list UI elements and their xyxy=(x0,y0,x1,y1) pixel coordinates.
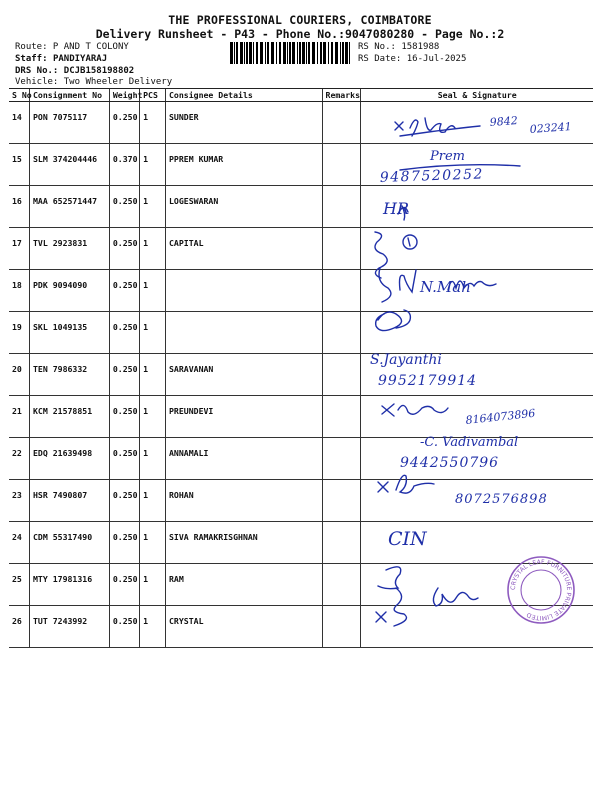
barcode-bar xyxy=(246,42,248,64)
table-row xyxy=(9,228,593,270)
cell-remarks xyxy=(322,606,361,648)
barcode-bar xyxy=(271,42,274,64)
cell-sno: 16 xyxy=(9,186,30,228)
cell-sno: 23 xyxy=(9,480,30,522)
barcode-bar xyxy=(342,42,344,64)
cell-consignment: TVL 2923831 xyxy=(30,228,110,270)
company-title: THE PROFESSIONAL COURIERS, COIMBATORE xyxy=(168,13,432,27)
hw-r14-phone2: 023241 xyxy=(529,120,573,136)
table-row xyxy=(9,354,593,396)
cell-pcs: 1 xyxy=(140,312,166,354)
cell-weight: 0.250 xyxy=(109,522,139,564)
barcode-bar xyxy=(236,42,238,64)
cell-consignee: LOGESWARAN xyxy=(166,186,323,228)
cell-pcs: 1 xyxy=(140,396,166,438)
barcode-bar xyxy=(249,42,252,64)
staff-label: Staff: xyxy=(15,54,48,64)
hw-r24: CIN xyxy=(388,528,427,550)
cell-pcs: 1 xyxy=(140,522,166,564)
cell-consignee: CAPITAL xyxy=(166,228,323,270)
cell-consignment: EDQ 21639498 xyxy=(30,438,110,480)
rs-date: RS Date: 16-Jul-2025 xyxy=(358,54,467,64)
barcode-bar xyxy=(244,42,245,64)
cell-consignment: HSR 7490807 xyxy=(30,480,110,522)
cell-weight: 0.370 xyxy=(109,144,139,186)
cell-consignment: SLM 374204446 xyxy=(30,144,110,186)
hw-r20-name: S.Jayanthi xyxy=(370,352,442,368)
cell-pcs: 1 xyxy=(140,102,166,144)
cell-weight: 0.250 xyxy=(109,438,139,480)
cell-remarks xyxy=(322,144,361,186)
table-row xyxy=(9,312,593,354)
cell-sno: 14 xyxy=(9,102,30,144)
cell-sno: 19 xyxy=(9,312,30,354)
cell-signature xyxy=(361,438,593,480)
company-seal xyxy=(506,555,576,625)
cell-consignment: KCM 21578851 xyxy=(30,396,110,438)
hw-r16: HR xyxy=(383,199,409,218)
cell-consignee: SARAVANAN xyxy=(166,354,323,396)
hw-r20-phone: 9952179914 xyxy=(378,373,478,389)
table-row xyxy=(9,270,593,312)
table-row xyxy=(9,396,593,438)
cell-signature xyxy=(361,270,593,312)
cell-remarks xyxy=(322,522,361,564)
vehicle-line: Vehicle: Two Wheeler Delivery xyxy=(15,77,173,87)
barcode-bar xyxy=(306,42,307,64)
cell-sno: 20 xyxy=(9,354,30,396)
barcode-bar xyxy=(265,42,266,64)
barcode-bar xyxy=(289,42,291,64)
cell-signature xyxy=(361,396,593,438)
cell-pcs: 1 xyxy=(140,228,166,270)
cell-consignment: TUT 7243992 xyxy=(30,606,110,648)
barcode-bar xyxy=(292,42,295,64)
drs-value: DCJB158198802 xyxy=(63,66,135,76)
cell-sno: 21 xyxy=(9,396,30,438)
barcode-bar xyxy=(335,42,338,64)
table-header-row xyxy=(9,89,593,102)
cell-signature xyxy=(361,102,593,144)
cell-consignee: SIVA RAMAKRISGHNAN xyxy=(166,522,323,564)
col-signature: Seal & Signature xyxy=(361,89,593,102)
staff-line xyxy=(15,54,107,64)
drs-label: DRS No.: xyxy=(15,66,59,76)
cell-remarks xyxy=(322,354,361,396)
staff-value: PANDIYARAJ xyxy=(52,54,108,64)
barcode-bar xyxy=(234,42,235,64)
col-sno: S No xyxy=(9,89,30,102)
cell-remarks xyxy=(322,228,361,270)
barcode-bar xyxy=(317,42,318,64)
cell-consignee: PPREM KUMAR xyxy=(166,144,323,186)
table-row xyxy=(9,102,593,144)
cell-signature xyxy=(361,228,593,270)
barcode-bar xyxy=(340,42,341,64)
hw-r14-phone: 9842 xyxy=(489,114,519,129)
hw-r18: N.Mah xyxy=(420,278,471,296)
cell-remarks xyxy=(322,564,361,606)
route-line: Route: P AND T COLONY xyxy=(15,42,129,52)
barcode-bar xyxy=(276,42,277,64)
barcode-bar xyxy=(240,42,243,64)
hw-r23-phone: 8072576898 xyxy=(455,492,548,507)
table-row xyxy=(9,480,593,522)
barcode-bar xyxy=(302,42,305,64)
barcode-bar xyxy=(253,42,254,64)
barcode-bar xyxy=(308,42,310,64)
cell-remarks xyxy=(322,102,361,144)
cell-consignment: CDM 55317490 xyxy=(30,522,110,564)
hw-r15-name: Prem xyxy=(430,149,465,164)
cell-consignee: PREUNDEVI xyxy=(166,396,323,438)
cell-consignee xyxy=(166,270,323,312)
cell-consignment: MTY 17981316 xyxy=(30,564,110,606)
cell-remarks xyxy=(322,312,361,354)
cell-consignee: ANNAMALI xyxy=(166,438,323,480)
cell-weight: 0.250 xyxy=(109,312,139,354)
cell-sno: 25 xyxy=(9,564,30,606)
cell-sno: 17 xyxy=(9,228,30,270)
barcode-bar xyxy=(323,42,326,64)
seal-text: CRYSTAL LEAF FURNITURE PRIVATE LIMITED xyxy=(509,558,573,622)
cell-weight: 0.250 xyxy=(109,102,139,144)
cell-pcs: 1 xyxy=(140,438,166,480)
table-row xyxy=(9,144,593,186)
barcode-bar xyxy=(260,42,263,64)
col-consignee: Consignee Details xyxy=(166,89,323,102)
drs-line xyxy=(15,66,134,76)
cell-weight: 0.250 xyxy=(109,564,139,606)
cell-weight: 0.250 xyxy=(109,396,139,438)
seal-inner-ring xyxy=(521,570,561,610)
cell-consignee: SUNDER xyxy=(166,102,323,144)
barcode-bar xyxy=(279,42,281,64)
cell-signature xyxy=(361,186,593,228)
barcode-bar xyxy=(287,42,288,64)
cell-consignee: ROHAN xyxy=(166,480,323,522)
cell-pcs: 1 xyxy=(140,186,166,228)
cell-consignment: SKL 1049135 xyxy=(30,312,110,354)
barcode-bar xyxy=(320,42,322,64)
cell-consignment: MAA 652571447 xyxy=(30,186,110,228)
barcode-bar xyxy=(349,42,350,64)
cell-signature xyxy=(361,312,593,354)
cell-remarks xyxy=(322,438,361,480)
cell-weight: 0.250 xyxy=(109,186,139,228)
cell-signature xyxy=(361,354,593,396)
cell-pcs: 1 xyxy=(140,354,166,396)
cell-remarks xyxy=(322,270,361,312)
cell-weight: 0.250 xyxy=(109,606,139,648)
barcode-bar xyxy=(331,42,333,64)
cell-remarks xyxy=(322,186,361,228)
cell-consignee: RAM xyxy=(166,564,323,606)
barcode-bar xyxy=(312,42,315,64)
cell-consignment: PDK 9094090 xyxy=(30,270,110,312)
cell-signature xyxy=(361,144,593,186)
hw-r15-phone: 9487520252 xyxy=(379,166,485,186)
cell-pcs: 1 xyxy=(140,144,166,186)
runsheet-subtitle: Delivery Runsheet - P43 - Phone No.:9047080280 - Page No.:2 xyxy=(95,27,505,41)
hw-r21-phone: 8164073896 xyxy=(464,406,536,427)
cell-pcs: 1 xyxy=(140,270,166,312)
cell-sno: 24 xyxy=(9,522,30,564)
barcode xyxy=(230,42,352,64)
cell-pcs: 1 xyxy=(140,480,166,522)
cell-pcs: 1 xyxy=(140,564,166,606)
col-remarks: Remarks xyxy=(322,89,361,102)
col-weight: Weight xyxy=(109,89,139,102)
barcode-bar xyxy=(283,42,286,64)
cell-sno: 15 xyxy=(9,144,30,186)
cell-consignee xyxy=(166,312,323,354)
cell-sno: 26 xyxy=(9,606,30,648)
cell-consignee: CRYSTAL xyxy=(166,606,323,648)
cell-signature xyxy=(361,480,593,522)
barcode-bar xyxy=(267,42,269,64)
rs-number: RS No.: 1581988 xyxy=(358,42,440,52)
barcode-bar xyxy=(256,42,258,64)
barcode-bar xyxy=(299,42,301,64)
col-pcs: PCS xyxy=(140,89,166,102)
hw-r22-phone: 9442550796 xyxy=(400,455,500,471)
seal-outer-ring xyxy=(508,557,574,623)
barcode-bar xyxy=(297,42,298,64)
cell-sno: 22 xyxy=(9,438,30,480)
col-consignment: Consignment No xyxy=(30,89,110,102)
cell-remarks xyxy=(322,480,361,522)
table-row xyxy=(9,438,593,480)
cell-weight: 0.250 xyxy=(109,354,139,396)
barcode-bar xyxy=(345,42,348,64)
table-row xyxy=(9,186,593,228)
barcode-bar xyxy=(328,42,329,64)
cell-weight: 0.250 xyxy=(109,228,139,270)
cell-remarks xyxy=(322,396,361,438)
hw-r22-name: -C. Vadivambal xyxy=(420,435,519,450)
cell-sno: 18 xyxy=(9,270,30,312)
cell-weight: 0.250 xyxy=(109,480,139,522)
barcode-bar xyxy=(230,42,233,64)
cell-weight: 0.250 xyxy=(109,270,139,312)
cell-pcs: 1 xyxy=(140,606,166,648)
cell-consignment: PON 7075117 xyxy=(30,102,110,144)
cell-consignment: TEN 7986332 xyxy=(30,354,110,396)
